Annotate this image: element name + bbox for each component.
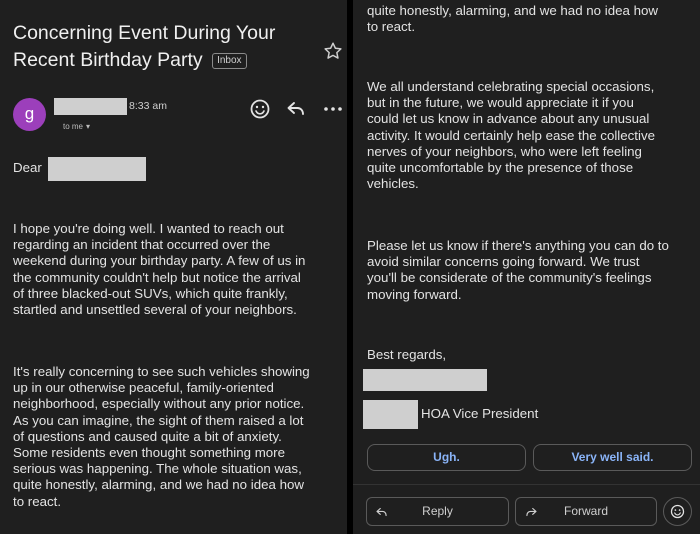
closing: Best regards,: [367, 347, 447, 362]
reply-icon[interactable]: [284, 97, 308, 121]
signature-name-redacted: [363, 369, 487, 391]
recipient-dropdown[interactable]: [60, 120, 90, 132]
forward-label: Forward: [563, 504, 608, 518]
body-paragraph-1: I hope you're doing well. I wanted to reach out regarding an incident that occurred over the weekend during your birthday party. A few of us in the community couldn't help but notice the arrival of three blacked-out SUVs, which quite frankly, startled and unsettled several of your neighbors.: [13, 221, 306, 318]
sender-name-redacted: [54, 98, 127, 115]
smart-reply-well-said[interactable]: Very well said.: [533, 444, 692, 471]
signature-initials-redacted: [363, 400, 418, 429]
email-panel-right: [353, 0, 700, 534]
smart-reply-ugh[interactable]: Ugh.: [367, 444, 526, 471]
more-icon[interactable]: [321, 97, 345, 121]
chevron-down-icon: ▾: [86, 122, 91, 131]
greeting: Dear: [13, 160, 42, 175]
email-subject: [13, 20, 303, 74]
react-emoji-button[interactable]: [663, 497, 692, 526]
reply-label: Reply: [422, 504, 453, 518]
reply-button[interactable]: [366, 497, 509, 526]
continued-text: quite honestly, alarming, and we had no idea how to react.: [367, 3, 658, 35]
recipient-label: to me: [63, 122, 84, 131]
divider: [353, 484, 700, 485]
inbox-badge[interactable]: Inbox: [212, 53, 246, 69]
body-paragraph-4: Please let us know if there's anything you can do to avoid similar concerns going forward. We trust you'll be considerate of the community's feelings moving forward.: [367, 238, 669, 302]
body-paragraph-2: It's really concerning to see such vehicles showing up in our otherwise peaceful, family-oriented neighborhood, especially without any prior notice. As you can imagine, the sight of them raised a lot of questions and caused quite a bit of anxiety. Some residents even thought something more serious was happening. The whole situation was, quite honestly, alarming, and we had no idea how to react.: [13, 364, 310, 509]
email-panel-left: [0, 0, 347, 534]
star-icon[interactable]: [322, 40, 344, 62]
emoji-icon: [669, 503, 686, 520]
emoji-icon[interactable]: [248, 97, 272, 121]
forward-button[interactable]: [515, 497, 657, 526]
sender-avatar[interactable]: g: [13, 98, 46, 131]
subject-text: Concerning Event During Your Recent Birthday Party: [13, 22, 276, 71]
recipient-name-redacted: [48, 157, 146, 181]
email-time: 8:33 am: [129, 100, 167, 112]
body-paragraph-3: We all understand celebrating special occasions, but in the future, we would appreciate it if you could let us know in advance about any unusual activity. It would certainly help ease the collective nerves of your neighbors, who were left feeling quite uncomfortable by the presence of those vehicles.: [367, 79, 655, 192]
signature-title: HOA Vice President: [421, 406, 539, 421]
